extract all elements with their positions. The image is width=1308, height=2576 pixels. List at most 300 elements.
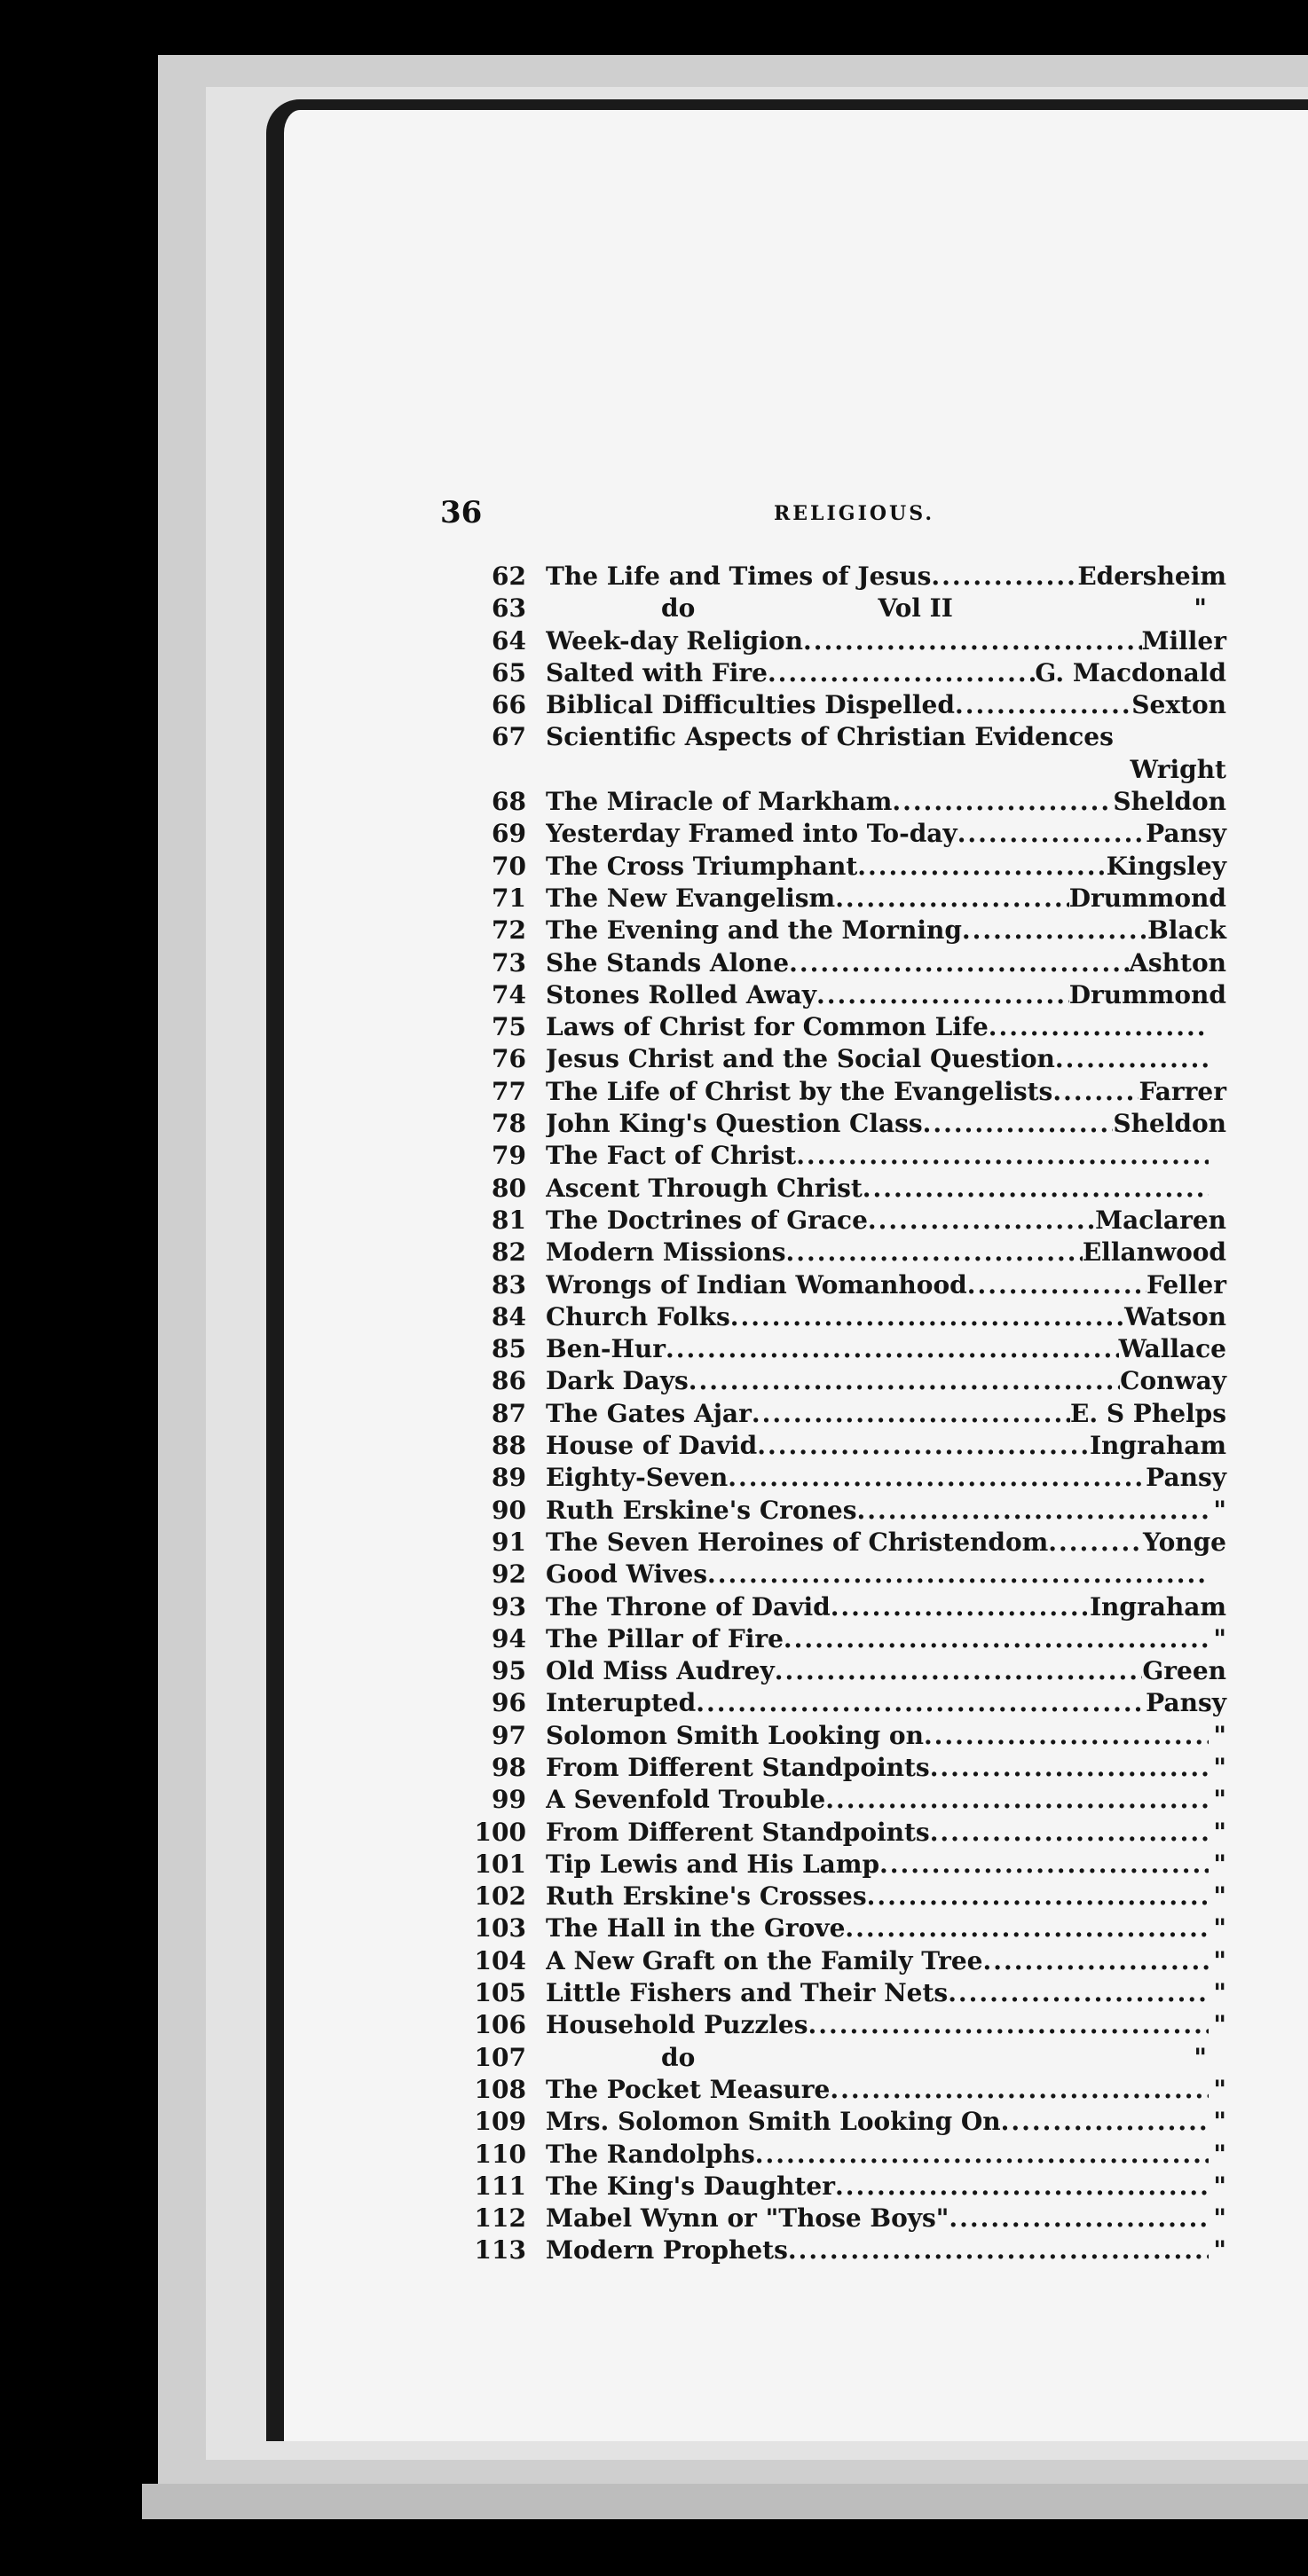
entry-title: Household Puzzles [546, 2010, 808, 2040]
catalog-entry [444, 1173, 1242, 1205]
entry-title: Ascent Through Christ [546, 1173, 863, 1203]
entry-body [546, 851, 1242, 883]
entry-title: The Throne of David [546, 1591, 831, 1622]
entry-body [546, 1076, 1242, 1108]
entry-body [546, 1398, 1242, 1430]
leader-dots [1055, 1043, 1209, 1075]
entry-number: 63 [492, 593, 526, 624]
entry-number: 78 [492, 1109, 526, 1139]
entry-title: Salted with Fire [546, 657, 768, 687]
leader-dots [989, 1011, 1209, 1043]
leader-dots [1048, 1527, 1143, 1559]
entry-author: Watson [1124, 1301, 1226, 1331]
leader-dots [931, 561, 1077, 593]
entry-title: The Seven Heroines of Christendom [546, 1527, 1049, 1557]
entry-number: 73 [492, 947, 526, 978]
catalog-entry [444, 915, 1242, 946]
leader-dots [752, 1398, 1070, 1430]
leader-dots [830, 2074, 1209, 2106]
entry-body [546, 1912, 1242, 1944]
catalog-entry [444, 721, 1242, 753]
entry-author: " [1213, 1752, 1226, 1782]
entry-author: " [1213, 1785, 1226, 1815]
entry-author: Edersheim [1077, 562, 1226, 591]
leader-dots [707, 1559, 1209, 1590]
entry-number: 87 [492, 1398, 526, 1428]
entry-author: " [1213, 1849, 1226, 1879]
entry-title: do [661, 593, 696, 624]
entry-body [546, 1687, 1242, 1719]
entry-body [546, 1495, 1242, 1527]
entry-title: Stones Rolled Away [546, 979, 816, 1009]
catalog-entry [444, 851, 1242, 883]
entry-title: The Hall in the Grove [546, 1913, 846, 1944]
entry-number: 97 [492, 1720, 526, 1750]
catalog-entry [444, 2106, 1242, 2138]
leader-dots [949, 2203, 1209, 2234]
ditto-mark: " [1194, 593, 1207, 624]
catalog-entry [444, 1205, 1242, 1237]
leader-dots [666, 1333, 1119, 1365]
catalog-entry [444, 2139, 1242, 2171]
entry-body [546, 657, 1242, 689]
catalog-entry [444, 1881, 1242, 1912]
entry-title: do [661, 2042, 696, 2072]
entry-title: Week-day Religion [546, 625, 804, 656]
entry-title: Tip Lewis and His Lamp [546, 1849, 880, 1879]
entry-author: Kingsley [1106, 851, 1226, 881]
leader-dots [789, 947, 1129, 979]
entry-body [546, 786, 1242, 818]
entry-number: 107 [474, 2042, 526, 2072]
entry-body [546, 1752, 1242, 1784]
entry-author: Conway [1120, 1366, 1226, 1396]
entry-body [546, 1173, 1242, 1205]
leader-dots [730, 1301, 1124, 1333]
entry-number: 88 [492, 1431, 526, 1461]
entry-body [546, 1817, 1242, 1849]
entry-body [546, 883, 1242, 915]
leader-dots [825, 1784, 1209, 1816]
entry-number: 80 [492, 1173, 526, 1203]
leader-dots [755, 2139, 1209, 2171]
entry-author: " [1213, 2235, 1226, 2266]
leader-dots [775, 1655, 1143, 1687]
entry-body [546, 1849, 1242, 1881]
entry-author: " [1194, 2042, 1207, 2072]
entry-number: 86 [492, 1366, 526, 1396]
entry-author: Wallace [1118, 1334, 1226, 1364]
entry-author: Ingraham [1089, 1591, 1226, 1622]
catalog-entry [444, 1237, 1242, 1268]
entry-author: Pansy [1146, 1463, 1226, 1493]
section-title: RELIGIOUS. [774, 502, 935, 525]
entry-body [546, 2074, 1242, 2106]
entry-number: 101 [474, 1849, 526, 1879]
entry-author: E. S Phelps [1069, 1398, 1226, 1428]
catalog-entry [444, 1043, 1242, 1075]
entry-body [546, 818, 1242, 850]
entry-author: Pansy [1146, 1688, 1226, 1718]
leader-dots [948, 1977, 1209, 2009]
entry-title: Jesus Christ and the Social Question [546, 1044, 1055, 1074]
entry-body [546, 1977, 1242, 2009]
entry-author: Ingraham [1089, 1431, 1226, 1461]
entry-number: 105 [474, 1978, 526, 2008]
catalog-entry [444, 1720, 1242, 1752]
catalog-entry [444, 1398, 1242, 1430]
leader-dots [784, 1623, 1209, 1655]
catalog-entry [444, 1912, 1242, 1944]
entry-author: " [1213, 1881, 1226, 1912]
leader-dots [803, 625, 1141, 657]
leader-dots [788, 2234, 1209, 2266]
leader-dots [923, 1108, 1114, 1140]
leader-dots [835, 883, 1069, 915]
leader-dots [983, 1945, 1210, 1977]
entry-author: " [1213, 2074, 1226, 2104]
catalog-entry [444, 1527, 1242, 1559]
leader-dots [689, 1365, 1120, 1397]
entry-number: 92 [492, 1559, 526, 1590]
catalog-entry [444, 1011, 1242, 1043]
entry-title: Ben-Hur [546, 1334, 666, 1364]
entry-number: 108 [474, 2074, 526, 2104]
catalog-entry [444, 1752, 1242, 1784]
entry-author: " [1213, 2107, 1226, 2137]
entry-number: 112 [474, 2203, 526, 2234]
catalog-entry [444, 1140, 1242, 1172]
leader-dots [962, 915, 1147, 946]
leader-dots [868, 1205, 1095, 1237]
entry-number: 95 [492, 1656, 526, 1686]
entry-author: " [1213, 1817, 1226, 1847]
leader-dots [835, 2171, 1209, 2203]
entry-title: Yesterday Framed into To-day [546, 819, 957, 849]
entry-title: Mrs. Solomon Smith Looking On [546, 2107, 1001, 2137]
entry-body [546, 1623, 1242, 1655]
entry-body [546, 1527, 1242, 1559]
entry-number: 109 [474, 2107, 526, 2137]
entry-number: 102 [474, 1881, 526, 1912]
entry-body [546, 1462, 1242, 1494]
entry-author: " [1213, 1720, 1226, 1750]
entry-number: 98 [492, 1752, 526, 1782]
entry-number: 104 [474, 1945, 526, 1975]
leader-dots [786, 1237, 1083, 1268]
entry-title: Little Fishers and Their Nets [546, 1978, 949, 2008]
catalog-entry [444, 2042, 1242, 2074]
entry-author: G. Macdonald [1035, 657, 1226, 687]
entry-body [546, 1591, 1242, 1623]
entry-author: " [1213, 2171, 1226, 2201]
entry-title: Eighty-Seven [546, 1463, 729, 1493]
entry-title: Mabel Wynn or "Those Boys" [546, 2203, 949, 2234]
entry-body [546, 593, 1242, 624]
entry-number: 62 [492, 562, 526, 591]
catalog-entry [444, 1945, 1242, 1977]
entry-number: 83 [492, 1269, 526, 1300]
entry-body [546, 2139, 1242, 2171]
entry-author: Feller [1146, 1269, 1226, 1300]
entry-title: The Doctrines of Grace [546, 1205, 868, 1235]
entry-title: John King's Question Class [546, 1109, 923, 1139]
entry-body [546, 1269, 1242, 1301]
entry-body [546, 1333, 1242, 1365]
entry-title: A Sevenfold Trouble [546, 1785, 826, 1815]
entry-author: " [1213, 1623, 1226, 1653]
catalog-entry [444, 593, 1242, 624]
entry-body [546, 1655, 1242, 1687]
entry-number: 68 [492, 787, 526, 817]
entry-number: 70 [492, 851, 526, 881]
catalog-entry [444, 1977, 1242, 2009]
catalog-entry [444, 1430, 1242, 1462]
leader-dots [808, 2009, 1210, 2041]
entry-title: Church Folks [546, 1301, 730, 1331]
catalog-entry [444, 1269, 1242, 1301]
entry-number: 106 [474, 2010, 526, 2040]
entry-title: The Pillar of Fire [546, 1623, 784, 1653]
entry-number: 103 [474, 1913, 526, 1944]
entry-body [546, 2009, 1242, 2041]
entry-body [546, 721, 1242, 753]
page-number: 36 [440, 495, 483, 530]
entry-title: The Fact of Christ [546, 1141, 797, 1171]
leader-dots [696, 1687, 1146, 1719]
entry-title: She Stands Alone [546, 947, 790, 978]
leader-dots [930, 1817, 1209, 1849]
catalog-entry [444, 1108, 1242, 1140]
entry-title: The Life of Christ by the Evangelists [546, 1076, 1053, 1106]
entry-title: The Gates Ajar [546, 1398, 752, 1428]
catalog-entry [444, 947, 1242, 979]
entry-number: 71 [492, 883, 526, 913]
leader-dots [867, 1881, 1209, 1912]
entry-body [546, 2106, 1242, 2138]
entry-body [546, 2042, 1242, 2074]
entry-number: 85 [492, 1334, 526, 1364]
leader-dots [1001, 2106, 1209, 2138]
entry-title: House of David [546, 1431, 758, 1461]
entry-body [546, 561, 1242, 593]
entry-title: Biblical Difficulties Dispelled [546, 690, 955, 720]
entry-number: 77 [492, 1076, 526, 1106]
page-bottom-edge [142, 2484, 1308, 2519]
entry-number: 93 [492, 1591, 526, 1622]
entry-title: The Evening and the Morning [546, 915, 962, 946]
entry-number: 96 [492, 1688, 526, 1718]
entry-title: Wrongs of Indian Womanhood [546, 1269, 967, 1300]
entry-title: A New Graft on the Family Tree [546, 1945, 983, 1975]
leader-dots [757, 1430, 1090, 1462]
entry-number: 76 [492, 1044, 526, 1074]
entry-number: 66 [492, 690, 526, 720]
catalog-entry [444, 2074, 1242, 2106]
entry-number: 110 [474, 2139, 526, 2169]
entry-author: Black [1147, 915, 1226, 946]
entry-body [546, 1945, 1242, 1977]
entry-author: " [1213, 2010, 1226, 2040]
entry-title: The Cross Triumphant [546, 851, 858, 881]
entry-number: 65 [492, 657, 526, 687]
leader-dots [816, 979, 1069, 1011]
entry-author: Miller [1141, 625, 1226, 656]
entry-title: The Life and Times of Jesus [546, 562, 932, 591]
catalog-entry [444, 979, 1242, 1011]
entry-body [546, 689, 1242, 721]
catalog-entry [444, 1655, 1242, 1687]
entry-author: Ashton [1129, 947, 1226, 978]
entry-title: Laws of Christ for Common Life [546, 1012, 989, 1042]
leader-dots [728, 1462, 1146, 1494]
leader-dots [831, 1591, 1090, 1623]
entry-body [546, 1205, 1242, 1237]
entry-number: 64 [492, 625, 526, 656]
entry-number: 79 [492, 1141, 526, 1171]
entry-body [546, 625, 1242, 657]
entry-author: Sheldon [1113, 787, 1226, 817]
leader-dots [892, 786, 1113, 818]
entry-body [546, 1559, 1242, 1590]
catalog-entry [444, 2009, 1242, 2041]
catalog-entry [444, 561, 1242, 593]
catalog-entry [444, 657, 1242, 689]
entry-body [546, 2171, 1242, 2203]
entry-body [546, 1237, 1242, 1268]
entry-body [546, 1301, 1242, 1333]
entry-title: Good Wives [546, 1559, 708, 1590]
entry-author: " [1213, 2139, 1226, 2169]
catalog-entry [444, 1301, 1242, 1333]
entry-author: Sexton [1131, 690, 1226, 720]
catalog-entry [444, 2171, 1242, 2203]
leader-dots [856, 1495, 1209, 1527]
entry-author: Green [1142, 1656, 1226, 1686]
leader-dots [768, 657, 1035, 689]
catalog-entry [444, 883, 1242, 915]
leader-dots [924, 1720, 1209, 1752]
entry-author: Maclaren [1095, 1205, 1226, 1235]
entry-body [546, 1365, 1242, 1397]
leader-dots [955, 689, 1131, 721]
entry-number: 90 [492, 1495, 526, 1525]
entry-title: Dark Days [546, 1366, 689, 1396]
entry-number: 100 [474, 1817, 526, 1847]
entry-body [546, 1881, 1242, 1912]
leader-dots [857, 851, 1106, 883]
entry-body [546, 1720, 1242, 1752]
entry-author: " [1213, 1913, 1226, 1944]
leader-dots [845, 1912, 1209, 1944]
entry-author: Vol II [878, 593, 953, 624]
leader-dots [863, 1173, 1209, 1205]
catalog-entry [444, 2234, 1242, 2266]
entry-body [546, 2234, 1242, 2266]
entry-title: From Different Standpoints [546, 1752, 930, 1782]
catalog-entry [444, 1076, 1242, 1108]
entry-number: 72 [492, 915, 526, 946]
entry-number: 75 [492, 1012, 526, 1042]
catalog-list [444, 561, 1242, 2267]
entry-title: Solomon Smith Looking on [546, 1720, 924, 1750]
entry-title: Interupted [546, 1688, 697, 1718]
entry-number: 82 [492, 1237, 526, 1268]
entry-author: " [1213, 2203, 1226, 2234]
catalog-entry [444, 2203, 1242, 2234]
entry-author: Pansy [1146, 819, 1226, 849]
catalog-entry [444, 1687, 1242, 1719]
entry-author: Ellanwood [1082, 1237, 1226, 1268]
entry-body [546, 1784, 1242, 1816]
entry-author: Drummond [1068, 883, 1226, 913]
entry-number: 111 [474, 2171, 526, 2201]
entry-number: 113 [474, 2235, 526, 2266]
entry-author: Farrer [1139, 1076, 1226, 1106]
entry-author: " [1213, 1945, 1226, 1975]
entry-number: 91 [492, 1527, 526, 1557]
catalog-entry [444, 1817, 1242, 1849]
entry-author: Yonge [1143, 1527, 1226, 1557]
entry-body [546, 2203, 1242, 2234]
entry-title: Ruth Erskine's Crosses [546, 1881, 867, 1912]
catalog-entry [444, 625, 1242, 657]
leader-dots [1052, 1076, 1139, 1108]
entry-title: Modern Prophets [546, 2235, 788, 2266]
entry-title: The New Evangelism [546, 883, 836, 913]
entry-body [546, 1108, 1242, 1140]
entry-number: 84 [492, 1301, 526, 1331]
entry-number: 74 [492, 979, 526, 1009]
entry-number: 67 [492, 722, 526, 752]
leader-dots [796, 1140, 1209, 1172]
catalog-entry [444, 689, 1242, 721]
entry-number: 99 [492, 1785, 526, 1815]
catalog-entry [444, 786, 1242, 818]
entry-title: Scientific Aspects of Christian Evidences [546, 722, 1114, 752]
catalog-entry [444, 1849, 1242, 1881]
entry-body [546, 1043, 1242, 1075]
catalog-entry [444, 1591, 1242, 1623]
entry-body [546, 1011, 1242, 1043]
entry-body [546, 1430, 1242, 1462]
entry-body [546, 915, 1242, 946]
catalog-entry [444, 754, 1242, 786]
catalog-entry [444, 1495, 1242, 1527]
entry-number: 81 [492, 1205, 526, 1235]
entry-title: The King's Daughter [546, 2171, 835, 2201]
catalog-entry [444, 1365, 1242, 1397]
entry-author: Wright [1130, 754, 1226, 784]
entry-title: The Pocket Measure [546, 2074, 831, 2104]
entry-body [546, 979, 1242, 1011]
entry-author: " [1213, 1978, 1226, 2008]
entry-author: " [1213, 1495, 1226, 1525]
catalog-entry [444, 818, 1242, 850]
entry-title: Old Miss Audrey [546, 1656, 775, 1686]
entry-number: 69 [492, 819, 526, 849]
entry-title: Ruth Erskine's Crones [546, 1495, 857, 1525]
entry-title: Modern Missions [546, 1237, 786, 1268]
catalog-entry [444, 1784, 1242, 1816]
leader-dots [957, 818, 1146, 850]
catalog-entry [444, 1462, 1242, 1494]
entry-number: 94 [492, 1623, 526, 1653]
entry-title: The Miracle of Markham [546, 787, 893, 817]
entry-author: Sheldon [1113, 1109, 1226, 1139]
entry-body [546, 947, 1242, 979]
entry-body [546, 754, 1242, 786]
